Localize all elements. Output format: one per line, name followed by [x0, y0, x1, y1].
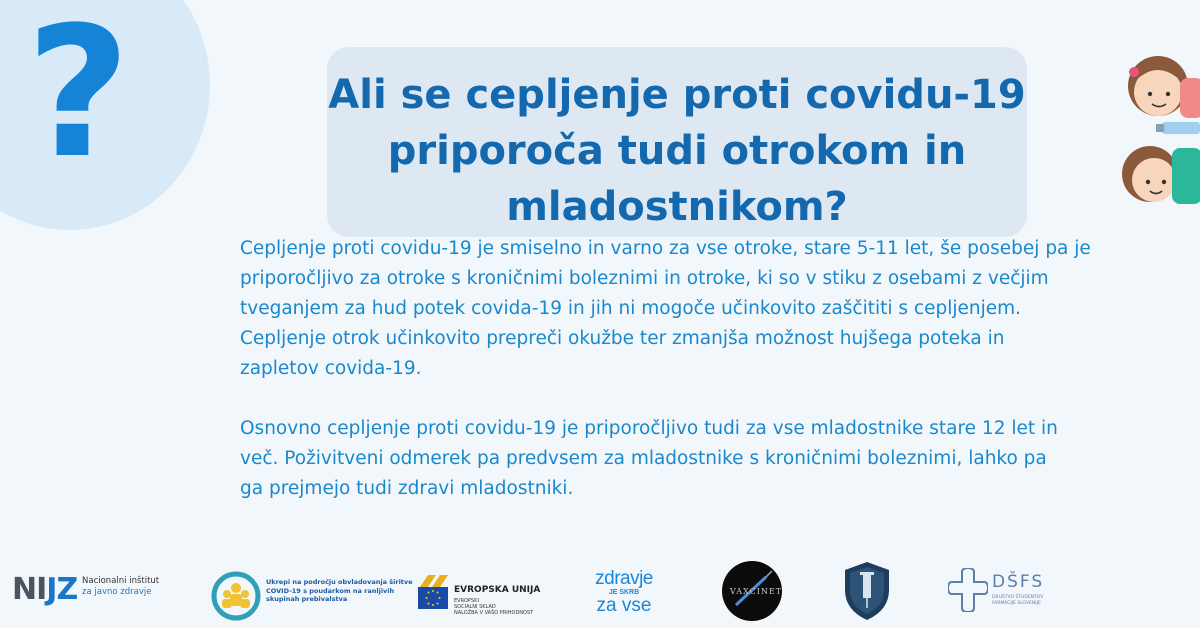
title-line-2: priporoča tudi otrokom in: [387, 128, 967, 174]
text-line: priporočljivo za otroke s kroničnimi boleznimi in otroke, ki so v stiku z osebami z večjim: [240, 268, 1049, 289]
eu-ribbon-icon: [418, 573, 448, 587]
text-line: Osnovno cepljenje proti covidu-19 je priporočljivo tudi za vse mladostnike stare 12 let in: [240, 418, 1058, 439]
body-text: [240, 234, 1140, 534]
dsfs-title: DŠFS: [992, 572, 1045, 592]
title-line-3: mladostnikom?: [506, 184, 848, 230]
nijz-mark: NIJZ: [12, 572, 78, 607]
eu-logo: [416, 573, 566, 618]
dsfs-subtext: DRUŠTVO ŠTUDENTOV FARMACIJE SLOVENIJE: [992, 595, 1044, 606]
paragraph-1: [240, 234, 1140, 384]
title-box: [327, 47, 1027, 237]
page-title: [327, 67, 1027, 235]
text-line: tveganjem za hud potek covida-19 in jih ni mogoče učinkovito zaščititi s cepljenjem.: [240, 298, 1022, 319]
text-line: ga prejmejo tudi zdravi mladostniki.: [240, 478, 574, 499]
ukrepi-text: Ukrepi na področju obvladovanja širitve COVID-19 s poudarkom na ranljivih skupinah prebivalstva: [266, 578, 413, 603]
vaxcinet-logo: VAXCINET: [722, 561, 782, 621]
nijz-logo: [12, 572, 160, 607]
shield-syringe-icon: [843, 560, 891, 622]
question-mark-icon: ?: [26, 0, 131, 198]
people-circle-icon: [208, 566, 264, 622]
nijz-text: Nacionalni inštitut za javno zdravje: [82, 576, 160, 597]
eu-flag-icon: [418, 587, 448, 609]
dsfs-logo: [948, 566, 1058, 616]
zdravje-logo: zdravje JE SKRB za vse: [595, 568, 653, 616]
text-line: zapletov covida-19.: [240, 358, 422, 379]
text-line: Cepljenje otrok učinkovito prepreči okužbe ter zmanjša možnost hujšega poteka in: [240, 328, 1005, 349]
text-line: več. Poživitveni odmerek pa predvsem za mladostnike s kroničnimi boleznimi, lahko pa: [240, 448, 1047, 469]
dsfs-cross-icon: [948, 568, 988, 612]
ukrepi-logo: [208, 566, 413, 622]
text-line: Cepljenje proti covidu-19 je smiselno in varno za vse otroke, stare 5-11 let, še posebej pa je: [240, 238, 1091, 259]
children-vaccine-icon: [1110, 52, 1200, 212]
paragraph-2: [240, 414, 1140, 504]
eu-subtext: EVROPSKI SOCIALNI SKLAD NALOŽBA V VAŠO PRIHODNOST: [454, 598, 534, 616]
eu-title: EVROPSKA UNIJA: [454, 585, 541, 595]
title-line-1: Ali se cepljenje proti covidu-19: [328, 72, 1026, 118]
